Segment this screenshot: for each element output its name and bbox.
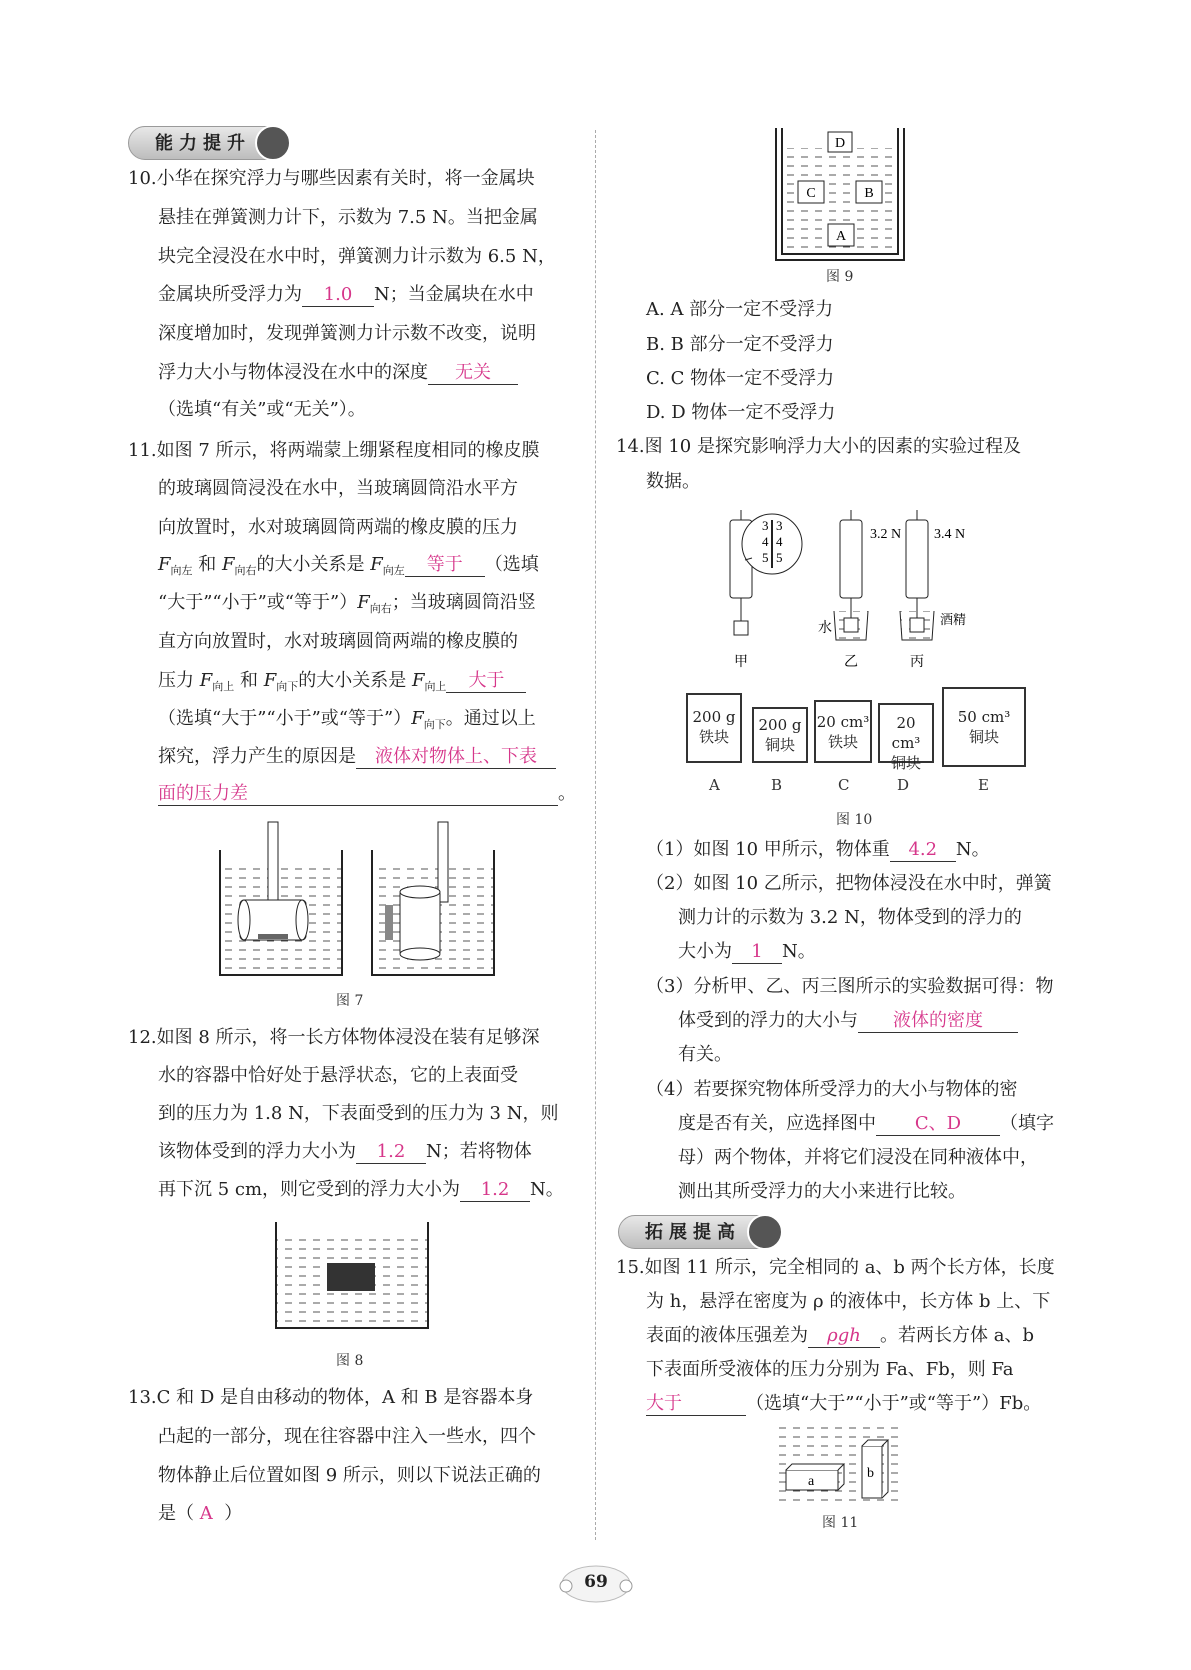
- magnifier-icon: [255, 125, 291, 161]
- q11-line5: “大于”“小于”或“等于$”)F_{向右}$；当玻璃圆筒沿竖: [158, 592, 536, 615]
- figure-7-caption: 图 7: [336, 993, 364, 1009]
- q14-part4-line3: 母）两个物体，并将它们浸没在同种液体中，: [678, 1147, 1038, 1168]
- block-c: 20 cm³ 铁块: [814, 700, 872, 763]
- figure-9-caption: 图 9: [826, 269, 854, 285]
- q14-part2-line3: 大小为 1 N。: [678, 941, 816, 962]
- answer-blank: 液体的密度: [858, 1010, 1018, 1033]
- q13-option-b: B. B 部分一定不受浮力: [646, 334, 834, 355]
- block-tag: B: [771, 776, 783, 794]
- section-badge-ability: [128, 126, 288, 160]
- answer-blank: 1: [732, 941, 782, 964]
- q14-line1: 14.图 10 是探究影响浮力大小的因素的实验过程及: [616, 436, 1021, 457]
- q11-line8: （选填“大于”“小于”或“等于$”)F_{向下}$。通过以上: [158, 708, 536, 731]
- block-tag: D: [897, 776, 910, 794]
- q15-line5: 大于 （选填“大于”“小于”或“等于”）Fb。: [646, 1393, 1042, 1414]
- q11-line6: 直方向放置时，水对玻璃圆筒两端的橡皮膜的: [158, 631, 518, 652]
- block-tag: E: [978, 776, 989, 794]
- q10-line1: 10.小华在探究浮力与哪些因素有关时，将一金属块: [128, 168, 535, 189]
- q11-line7: 压力 $F_{向上}$ 和 $F_{向下}$的大小关系是 $F_{向上}$ 大于: [158, 669, 526, 699]
- answer-blank: 无关: [428, 362, 518, 385]
- answer-choice: A: [199, 1503, 213, 1524]
- label-b: B: [864, 186, 874, 201]
- scale-label: 3: [762, 518, 769, 533]
- reading-bing: 3.4 N: [934, 527, 966, 542]
- scale-label: 5: [776, 550, 783, 565]
- answer-blank: ρgh: [808, 1325, 880, 1348]
- q10-line2: 悬挂在弹簧测力计下，示数为 7.5 N。当把金属: [158, 207, 538, 228]
- q14-part1: （1）如图 10 甲所示，物体重 4.2 N。: [646, 839, 990, 860]
- q13-option-c: C. C 物体一定不受浮力: [646, 368, 835, 389]
- column-divider: [595, 130, 596, 1540]
- scale-label: 3: [776, 518, 783, 533]
- q14-part4-line2: 度是否有关，应选择图中 C、D （填字: [678, 1113, 1054, 1134]
- q12-line2: 水的容器中恰好处于悬浮状态，它的上表面受: [158, 1065, 518, 1086]
- label-c: C: [806, 186, 816, 201]
- figure-7: [210, 820, 500, 980]
- q14-part3-line3: 有关。: [678, 1044, 732, 1065]
- scale-label: 5: [762, 550, 769, 565]
- water-label: 水: [818, 620, 832, 636]
- q15-line3: 表面的液体压强差为 ρgh 。若两长方体 a、b: [646, 1325, 1034, 1346]
- block-a: 200 g 铁块: [686, 693, 742, 763]
- q13-line2: 凸起的一部分，现在往容器中注入一些水，四个: [158, 1426, 536, 1447]
- suspended-block: [327, 1263, 375, 1291]
- q14-part2-line1: （2）如图 10 乙所示，把物体浸没在水中时，弹簧: [646, 873, 1052, 894]
- section-title: 拓展提高: [645, 1222, 741, 1243]
- q11-line4: $F_{向左}$ 和 $F_{向右}$的大小关系是 $F_{向左}$ 等于 （选填: [158, 554, 539, 577]
- answer-blank: C、D: [876, 1113, 1000, 1136]
- block-a-label: a: [808, 1474, 815, 1489]
- q13-line4: 是（ A ）: [158, 1503, 243, 1524]
- q11-line3: 向放置时，水对玻璃圆筒两端的橡皮膜的压力: [158, 517, 518, 538]
- q15-line2: 为 h，悬浮在密度为 ρ 的液体中，长方体 b 上、下: [646, 1291, 1051, 1312]
- q15-line1: 15.如图 11 所示，完全相同的 a、b 两个长方体，长度: [616, 1257, 1055, 1278]
- block-e: 50 cm³ 铜块: [942, 687, 1026, 767]
- q12-line1: 12.如图 8 所示，将一长方体物体浸没在装有足够深: [128, 1027, 540, 1048]
- q14-part4-line4: 测出其所受浮力的大小来进行比较。: [678, 1181, 966, 1202]
- answer-blank: 大于: [646, 1393, 746, 1416]
- q11-line1: 11.如图 7 所示，将两端蒙上绷紧程度相同的橡皮膜: [128, 440, 540, 461]
- label-d: D: [834, 136, 846, 151]
- reading-yi: 3.2 N: [870, 527, 902, 542]
- answer-blank: 液体对物体上、下表: [356, 746, 556, 769]
- q10-line6: 浮力大小与物体浸没在水中的深度 无关: [158, 361, 518, 385]
- q11-line10: 面的压力差 。: [158, 783, 576, 804]
- answer-blank: 面的压力差: [158, 783, 558, 806]
- section-badge-extend: [618, 1215, 780, 1249]
- q11-line9: 探究，浮力产生的原因是 液体对物体上、下表: [158, 745, 556, 769]
- figure-8-caption: 图 8: [336, 1353, 364, 1369]
- figure-9: [772, 126, 908, 262]
- figure-10-caption: 图 10: [836, 812, 873, 828]
- figure-11-caption: 图 11: [822, 1515, 859, 1531]
- q10-line5: 深度增加时，发现弹簧测力计示数不改变，说明: [158, 323, 536, 344]
- q10-line7: （选填“有关”或“无关”）。: [158, 399, 366, 420]
- magnifier-icon: [747, 1214, 783, 1250]
- setup-label: 丙: [910, 654, 924, 668]
- q10-line4: 金属块所受浮力为 1.0 N；当金属块在水中: [158, 284, 534, 305]
- q14-part2-line2: 测力计的示数为 3.2 N，物体受到的浮力的: [678, 907, 1022, 928]
- q13-line3: 物体静止后位置如图 9 所示，则以下说法正确的: [158, 1465, 541, 1486]
- q13-line1: 13.C 和 D 是自由移动的物体，A 和 B 是容器本身: [128, 1387, 534, 1408]
- page-number-badge: [556, 1564, 636, 1608]
- answer-blank: 4.2: [890, 839, 956, 862]
- setup-label: 甲: [734, 654, 748, 668]
- q12-line5: 再下沉 5 cm，则它受到的浮力大小为 1.2 N。: [158, 1179, 564, 1200]
- figure-10-apparatus: [712, 508, 1002, 668]
- q10-line3: 块完全浸没在水中时，弹簧测力计示数为 6.5 N，: [158, 246, 556, 267]
- setup-label: 乙: [844, 654, 858, 668]
- figure-8: [270, 1218, 434, 1332]
- q11-line2: 的玻璃圆筒浸没在水中，当玻璃圆筒沿水平方: [158, 478, 518, 499]
- block-b-label: b: [867, 1466, 874, 1481]
- q12-line3: 到的压力为 1.8 N，下表面受到的压力为 3 N，则: [158, 1103, 559, 1124]
- answer-blank: 1.0: [302, 284, 374, 307]
- answer-blank: 1.2: [356, 1141, 426, 1164]
- scale-label: 4: [762, 534, 769, 549]
- block-tag: A: [709, 776, 720, 794]
- q15-line4: 下表面所受液体的压力分别为 Fa、Fb，则 Fa: [646, 1359, 1014, 1380]
- answer-blank: 大于: [446, 670, 526, 693]
- q14-part3-line1: （3）分析甲、乙、丙三图所示的实验数据可得：物: [646, 976, 1054, 997]
- q14-part4-line1: （4）若要探究物体所受浮力的大小与物体的密: [646, 1079, 1018, 1100]
- q13-option-d: D. D 物体一定不受浮力: [646, 402, 836, 423]
- q12-line4: 该物体受到的浮力大小为 1.2 N；若将物体: [158, 1141, 532, 1162]
- label-a: A: [835, 229, 847, 244]
- section-title: 能力提升: [155, 133, 251, 154]
- answer-blank: 1.2: [460, 1179, 530, 1202]
- block-tag: C: [838, 776, 850, 794]
- block-b: 200 g 铜块: [752, 707, 808, 763]
- q14-line2: 数据。: [646, 471, 700, 492]
- figure-11: [778, 1424, 904, 1504]
- block-d: 20 cm³ 铜块: [878, 703, 934, 763]
- answer-blank: 等于: [405, 554, 485, 577]
- page-number: 69: [584, 1572, 608, 1592]
- scale-label: 4: [776, 534, 783, 549]
- alcohol-label: 酒精: [940, 613, 967, 628]
- q14-part3-line2: 体受到的浮力的大小与 液体的密度: [678, 1009, 1018, 1033]
- q13-option-a: A. A 部分一定不受浮力: [646, 299, 834, 320]
